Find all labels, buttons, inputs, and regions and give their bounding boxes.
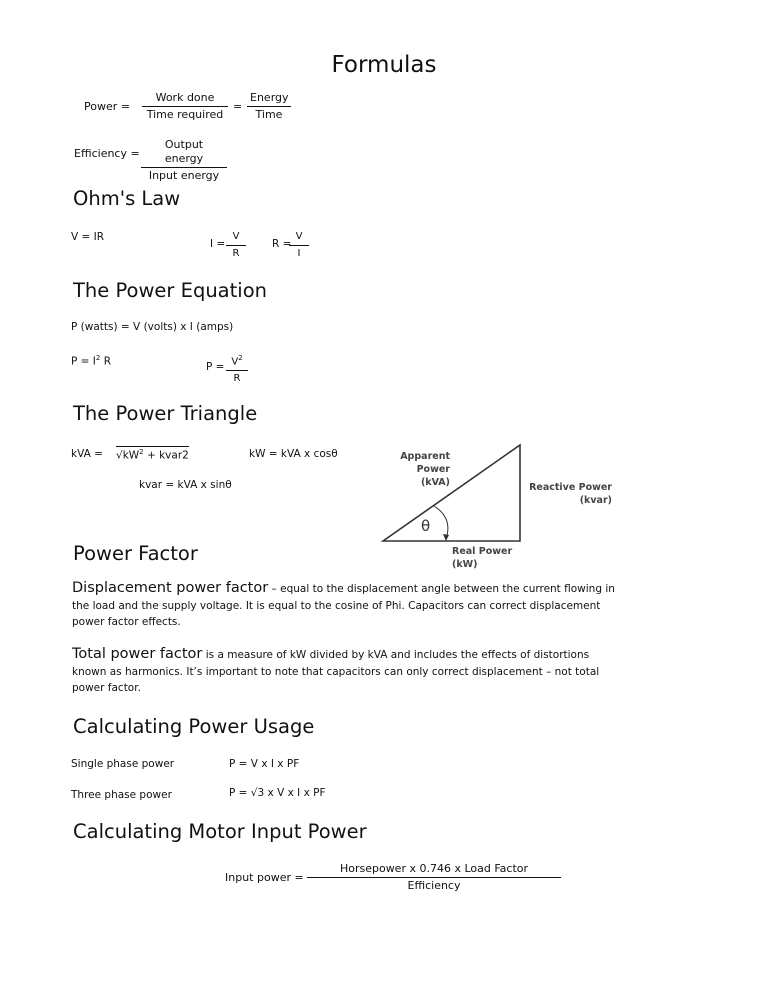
ohms-r-fraction [289,230,309,261]
reactive-power-line2: (kvar) [579,495,612,506]
efficiency-denominator: Input energy [148,169,220,182]
efficiency-fraction [141,138,227,183]
power-v2r-fraction [226,351,248,386]
ohms-law-heading: Ohm's Law [73,187,181,210]
input-power-label: Input power = [225,871,304,884]
theta-arc [434,506,448,539]
ohms-v-equation: V = IR [71,231,105,243]
efficiency-label: Efficiency = [74,147,140,160]
displacement-text: – equal to the displacement angle between the current flowing in the load and the supply voltage. It is equal to the cosine of Phi. Capacitors can correct displacement power factor effects. [72,583,615,628]
efficiency-numerator: Output energy [141,138,227,168]
kva-exponent: 2 [139,448,144,456]
power-v2r-numerator [226,351,248,371]
motor-input-heading: Calculating Motor Input Power [73,820,367,843]
power-v2r-num-base: V [231,356,239,368]
kw-equation: kW = kVA x cosθ [249,448,338,460]
kva-root: √kW [116,449,140,462]
ohms-r-label: R = [272,238,292,250]
ohms-i-fraction [226,230,246,261]
reactive-power-label [526,481,612,507]
apparent-power-line3: (kVA) [420,477,450,488]
total-term: Total power factor [72,646,203,662]
equals-sign: = [233,100,243,113]
power-denominator: Time required [146,108,224,121]
energy-numerator: Energy [247,91,291,107]
energy-fraction [247,91,291,122]
ohms-r-numerator: V [289,230,309,246]
power-usage-heading: Calculating Power Usage [73,715,315,738]
real-power-label [452,545,512,571]
power-fraction [142,91,228,122]
theta-arrow [443,534,449,541]
input-power-fraction [307,862,561,893]
apparent-power-line2: Power [416,464,450,475]
page-title: Formulas [331,52,437,78]
theta-symbol: θ [421,517,431,535]
single-phase-equation: P = V x I x PF [229,758,300,770]
reactive-power-line1: Reactive Power [529,482,612,493]
power-numerator: Work done [142,91,228,107]
power-triangle-heading: The Power Triangle [73,402,258,425]
power-v2r-exponent: 2 [238,354,243,362]
displacement-term: Displacement power factor [72,580,269,596]
kva-label: kVA = [71,448,103,460]
ohms-r-denominator: I [297,248,301,259]
kvar-equation: kvar = kVA x sinθ [139,479,232,491]
real-power-line1: Real Power [452,546,513,557]
apparent-power-line1: Apparent [400,451,450,462]
power-factor-heading: Power Factor [73,542,198,565]
power-i2r-base: P = I [71,355,96,368]
three-phase-equation: P = √3 x V x I x PF [229,787,326,799]
ohms-i-label: I = [210,238,226,250]
apparent-power-label [388,450,450,489]
single-phase-label: Single phase power [71,758,175,770]
kva-root-expression [116,446,189,462]
power-v2r-label: P = [206,361,225,373]
power-label: Power = [84,100,130,113]
total-power-factor-paragraph [72,646,617,697]
power-i2r-exponent: 2 [95,354,101,362]
power-i2r-tail: R [100,355,112,368]
power-equation-line: P (watts) = V (volts) x I (amps) [71,321,234,333]
power-v2r-denominator: R [233,373,241,385]
power-i2r [71,354,111,368]
displacement-power-factor-paragraph [72,580,617,631]
input-power-denominator: Efficiency [407,879,461,892]
kva-tail: + kvar2 [143,449,189,462]
power-equation-heading: The Power Equation [73,279,267,302]
real-power-line2: (kW) [452,559,478,570]
total-text: is a measure of kW divided by kVA and includes the effects of distortions known as harmonics. It’s important to note that capacitors can only correct displacement – not total power factor. [72,649,600,694]
three-phase-label: Three phase power [71,789,172,801]
ohms-i-numerator: V [226,230,246,246]
energy-denominator: Time [255,108,283,121]
ohms-i-denominator: R [232,248,240,259]
input-power-numerator: Horsepower x 0.746 x Load Factor [307,862,561,878]
